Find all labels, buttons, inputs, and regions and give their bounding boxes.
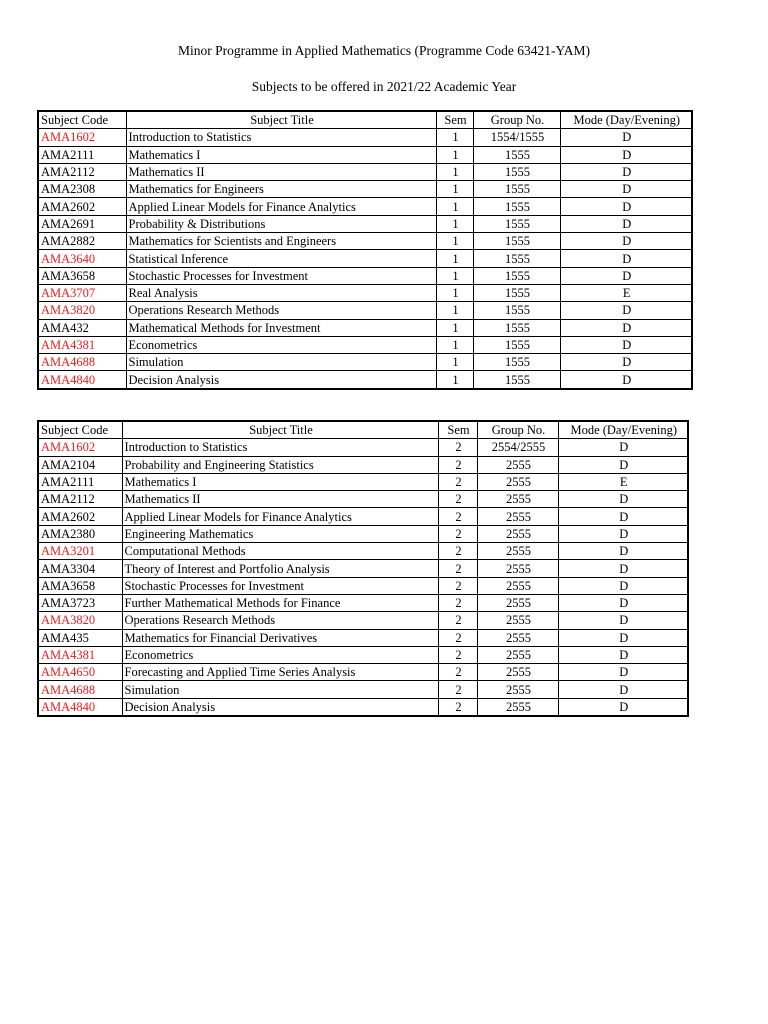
subject-title-cell: Mathematics I [126, 146, 436, 163]
mode-cell: D [560, 250, 692, 267]
header-mode: Mode (Day/Evening) [560, 111, 692, 129]
mode-cell: D [558, 456, 688, 473]
table-row [38, 250, 692, 267]
sem-cell: 2 [438, 456, 477, 473]
semester-1-rows [38, 129, 692, 389]
group-no-cell: 1554/1555 [473, 129, 560, 146]
subject-title-cell: Computational Methods [122, 543, 438, 560]
subject-code-cell: AMA3820 [38, 612, 122, 629]
subject-code-cell: AMA2380 [38, 525, 122, 542]
mode-cell: D [560, 233, 692, 250]
mode-cell: D [560, 129, 692, 146]
sem-cell: 2 [438, 594, 477, 611]
subject-code-cell: AMA3201 [38, 543, 122, 560]
subject-code-cell: AMA2104 [38, 456, 122, 473]
subject-code-cell: AMA1602 [38, 439, 122, 456]
header-group-no: Group No. [473, 111, 560, 129]
subject-code-cell: AMA2691 [38, 215, 126, 232]
sem-cell: 2 [438, 560, 477, 577]
subject-code-cell: AMA2308 [38, 181, 126, 198]
sem-cell: 1 [436, 146, 473, 163]
mode-cell: D [558, 698, 688, 716]
table-row [38, 473, 688, 490]
subject-title-cell: Mathematics I [122, 473, 438, 490]
sem-cell: 1 [436, 302, 473, 319]
table-row [38, 525, 688, 542]
table-header-row [38, 111, 692, 129]
group-no-cell: 1555 [473, 336, 560, 353]
page-title: Minor Programme in Applied Mathematics (Programme Code 63421-YAM) [177, 43, 591, 58]
sem-cell: 2 [438, 698, 477, 716]
subject-code-cell: AMA1602 [38, 129, 126, 146]
sem-cell: 2 [438, 629, 477, 646]
group-no-cell: 2555 [477, 525, 558, 542]
mode-cell: D [560, 319, 692, 336]
sem-cell: 2 [438, 473, 477, 490]
header-sem: Sem [438, 421, 477, 439]
group-no-cell: 1555 [473, 215, 560, 232]
subject-code-cell: AMA2882 [38, 233, 126, 250]
mode-cell: D [558, 664, 688, 681]
table-row [38, 543, 688, 560]
subject-code-cell: AMA2602 [38, 508, 122, 525]
sem-cell: 1 [436, 250, 473, 267]
subject-title-cell: Stochastic Processes for Investment [126, 267, 436, 284]
table-row [38, 267, 692, 284]
table-row [38, 560, 688, 577]
subject-title-cell: Applied Linear Models for Finance Analytics [126, 198, 436, 215]
subject-title-cell: Real Analysis [126, 284, 436, 301]
sem-cell: 1 [436, 371, 473, 389]
mode-cell: D [558, 612, 688, 629]
group-no-cell: 2555 [477, 577, 558, 594]
table-row [38, 336, 692, 353]
sem-cell: 1 [436, 198, 473, 215]
subject-title-cell: Stochastic Processes for Investment [122, 577, 438, 594]
table-row [38, 491, 688, 508]
subject-code-cell: AMA4688 [38, 681, 122, 698]
mode-cell: D [560, 336, 692, 353]
subject-code-cell: AMA2112 [38, 163, 126, 180]
sem-cell: 2 [438, 508, 477, 525]
subject-code-cell: AMA3707 [38, 284, 126, 301]
subject-code-cell: AMA3640 [38, 250, 126, 267]
table-row [38, 163, 692, 180]
sem-cell: 1 [436, 336, 473, 353]
table-row [38, 354, 692, 371]
mode-cell: D [560, 181, 692, 198]
table-row [38, 508, 688, 525]
mode-cell: D [560, 354, 692, 371]
subject-title-cell: Theory of Interest and Portfolio Analysis [122, 560, 438, 577]
sem-cell: 2 [438, 577, 477, 594]
group-no-cell: 1555 [473, 267, 560, 284]
sem-cell: 1 [436, 354, 473, 371]
subject-title-cell: Mathematics for Scientists and Engineers [126, 233, 436, 250]
table-row [38, 181, 692, 198]
subject-code-cell: AMA435 [38, 629, 122, 646]
subject-title-cell: Decision Analysis [122, 698, 438, 716]
group-no-cell: 2555 [477, 681, 558, 698]
subject-title-cell: Introduction to Statistics [126, 129, 436, 146]
subject-title-cell: Forecasting and Applied Time Series Analysis [122, 664, 438, 681]
sem-cell: 2 [438, 646, 477, 663]
sem-cell: 1 [436, 129, 473, 146]
mode-cell: D [558, 508, 688, 525]
group-no-cell: 1555 [473, 371, 560, 389]
table-row [38, 319, 692, 336]
group-no-cell: 1555 [473, 198, 560, 215]
header-subject-code: Subject Code [38, 111, 126, 129]
subject-code-cell: AMA4381 [38, 336, 126, 353]
sem-cell: 1 [436, 267, 473, 284]
sem-cell: 2 [438, 664, 477, 681]
group-no-cell: 2555 [477, 664, 558, 681]
mode-cell: D [558, 577, 688, 594]
sem-cell: 1 [436, 163, 473, 180]
subject-code-cell: AMA3723 [38, 594, 122, 611]
subject-title-cell: Applied Linear Models for Finance Analytics [122, 508, 438, 525]
mode-cell: D [560, 267, 692, 284]
mode-cell: D [558, 594, 688, 611]
sem-cell: 2 [438, 681, 477, 698]
subject-code-cell: AMA3820 [38, 302, 126, 319]
header-mode: Mode (Day/Evening) [558, 421, 688, 439]
table-row [38, 664, 688, 681]
table-row [38, 439, 688, 456]
mode-cell: D [560, 215, 692, 232]
table-header-row [38, 421, 688, 439]
group-no-cell: 1555 [473, 319, 560, 336]
mode-cell: E [560, 284, 692, 301]
subject-code-cell: AMA4840 [38, 698, 122, 716]
table-row [38, 456, 688, 473]
table-row [38, 215, 692, 232]
mode-cell: D [558, 629, 688, 646]
group-no-cell: 1555 [473, 284, 560, 301]
table-row [38, 629, 688, 646]
sem-cell: 2 [438, 525, 477, 542]
subject-title-cell: Mathematics II [122, 491, 438, 508]
subject-code-cell: AMA2111 [38, 473, 122, 490]
group-no-cell: 2555 [477, 594, 558, 611]
mode-cell: D [560, 163, 692, 180]
group-no-cell: 1555 [473, 250, 560, 267]
table-row [38, 198, 692, 215]
mode-cell: D [558, 681, 688, 698]
mode-cell: D [558, 525, 688, 542]
table-row [38, 284, 692, 301]
group-no-cell: 2554/2555 [477, 439, 558, 456]
group-no-cell: 1555 [473, 233, 560, 250]
subject-code-cell: AMA3658 [38, 577, 122, 594]
table-row [38, 681, 688, 698]
table-row [38, 577, 688, 594]
sem-cell: 1 [436, 319, 473, 336]
group-no-cell: 2555 [477, 491, 558, 508]
mode-cell: D [558, 646, 688, 663]
subject-title-cell: Simulation [122, 681, 438, 698]
subject-title-cell: Further Mathematical Methods for Finance [122, 594, 438, 611]
subject-title-cell: Econometrics [122, 646, 438, 663]
group-no-cell: 1555 [473, 354, 560, 371]
subject-code-cell: AMA4688 [38, 354, 126, 371]
sem-cell: 2 [438, 543, 477, 560]
group-no-cell: 2555 [477, 698, 558, 716]
subject-title-cell: Econometrics [126, 336, 436, 353]
group-no-cell: 2555 [477, 560, 558, 577]
subject-title-cell: Decision Analysis [126, 371, 436, 389]
header-subject-title: Subject Title [122, 421, 438, 439]
group-no-cell: 2555 [477, 543, 558, 560]
subject-code-cell: AMA3304 [38, 560, 122, 577]
mode-cell: D [558, 439, 688, 456]
group-no-cell: 1555 [473, 302, 560, 319]
mode-cell: D [558, 543, 688, 560]
sem-cell: 1 [436, 181, 473, 198]
mode-cell: D [560, 371, 692, 389]
semester-1-table [37, 110, 693, 390]
table-row [38, 129, 692, 146]
subject-title-cell: Introduction to Statistics [122, 439, 438, 456]
semester-2-rows [38, 439, 688, 716]
group-no-cell: 1555 [473, 181, 560, 198]
group-no-cell: 2555 [477, 612, 558, 629]
table-row [38, 698, 688, 716]
subject-title-cell: Probability and Engineering Statistics [122, 456, 438, 473]
sem-cell: 1 [436, 215, 473, 232]
subject-title-cell: Mathematical Methods for Investment [126, 319, 436, 336]
group-no-cell: 2555 [477, 473, 558, 490]
subject-code-cell: AMA2111 [38, 146, 126, 163]
subject-code-cell: AMA4381 [38, 646, 122, 663]
mode-cell: E [558, 473, 688, 490]
subject-title-cell: Mathematics II [126, 163, 436, 180]
page-subtitle: Subjects to be offered in 2021/22 Academic Year [251, 79, 517, 94]
mode-cell: D [560, 198, 692, 215]
sem-cell: 2 [438, 612, 477, 629]
group-no-cell: 2555 [477, 508, 558, 525]
mode-cell: D [558, 560, 688, 577]
subject-title-cell: Mathematics for Engineers [126, 181, 436, 198]
group-no-cell: 1555 [473, 146, 560, 163]
subject-code-cell: AMA432 [38, 319, 126, 336]
subject-code-cell: AMA4650 [38, 664, 122, 681]
header-subject-code: Subject Code [38, 421, 122, 439]
table-row [38, 233, 692, 250]
mode-cell: D [560, 146, 692, 163]
header-sem: Sem [436, 111, 473, 129]
subject-title-cell: Operations Research Methods [122, 612, 438, 629]
subject-title-cell: Statistical Inference [126, 250, 436, 267]
sem-cell: 2 [438, 491, 477, 508]
subject-title-cell: Simulation [126, 354, 436, 371]
subject-title-cell: Mathematics for Financial Derivatives [122, 629, 438, 646]
subject-code-cell: AMA2602 [38, 198, 126, 215]
group-no-cell: 2555 [477, 629, 558, 646]
header-subject-title: Subject Title [126, 111, 436, 129]
sem-cell: 1 [436, 284, 473, 301]
group-no-cell: 2555 [477, 646, 558, 663]
semester-2-table [37, 420, 689, 717]
sem-cell: 2 [438, 439, 477, 456]
subject-title-cell: Probability & Distributions [126, 215, 436, 232]
table-row [38, 646, 688, 663]
header-group-no: Group No. [477, 421, 558, 439]
mode-cell: D [558, 491, 688, 508]
subject-title-cell: Engineering Mathematics [122, 525, 438, 542]
table-row [38, 612, 688, 629]
table-row [38, 146, 692, 163]
subject-title-cell: Operations Research Methods [126, 302, 436, 319]
subject-code-cell: AMA4840 [38, 371, 126, 389]
group-no-cell: 1555 [473, 163, 560, 180]
sem-cell: 1 [436, 233, 473, 250]
table-row [38, 302, 692, 319]
table-row [38, 371, 692, 389]
mode-cell: D [560, 302, 692, 319]
group-no-cell: 2555 [477, 456, 558, 473]
table-row [38, 594, 688, 611]
subject-code-cell: AMA3658 [38, 267, 126, 284]
subject-code-cell: AMA2112 [38, 491, 122, 508]
